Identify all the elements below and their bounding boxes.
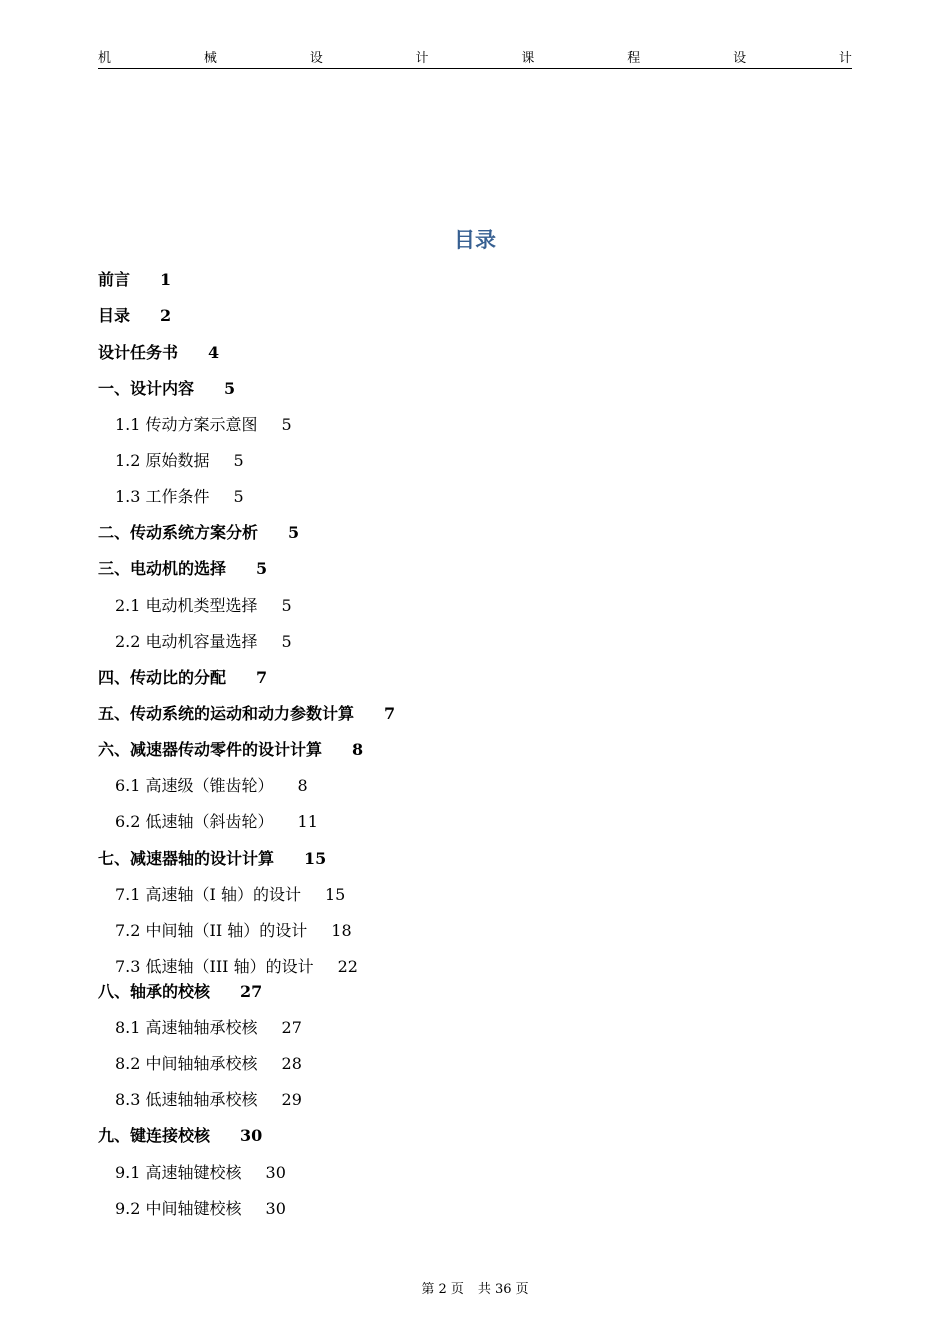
toc-entry-7-2[interactable]: [115, 919, 352, 943]
toc-entry-text: 八、轴承的校核: [98, 982, 211, 1001]
toc-entry-7-3[interactable]: [115, 955, 358, 979]
toc-entry-design-task[interactable]: [98, 341, 219, 365]
header-char: 计: [415, 51, 429, 66]
toc-entry-9-1[interactable]: [115, 1161, 286, 1185]
toc-entry-1-3[interactable]: [115, 485, 244, 509]
toc-entry-text: 8.3 低速轴轴承校核: [115, 1090, 258, 1109]
toc-entry-text: 8.1 高速轴轴承校核: [115, 1018, 258, 1037]
toc-entry-page: 30: [265, 1163, 286, 1182]
toc-entry-section-7[interactable]: [98, 847, 326, 871]
toc-entry-section-1[interactable]: [98, 377, 235, 401]
toc-entry-text: 1.2 原始数据: [115, 451, 210, 470]
page-number: 第 2 页: [421, 1282, 464, 1297]
toc-entry-page: 29: [281, 1090, 302, 1109]
toc-entry-section-9[interactable]: [98, 1124, 262, 1148]
toc-entry-9-2[interactable]: [115, 1197, 286, 1221]
toc-entry-page: 7: [256, 668, 268, 687]
toc-entry-section-6[interactable]: [98, 738, 363, 762]
toc-entry-text: 三、电动机的选择: [98, 559, 227, 578]
toc-entry-preface[interactable]: [98, 268, 171, 292]
toc-entry-2-2[interactable]: [115, 630, 292, 654]
header-char: 程: [627, 51, 641, 66]
toc-entry-text: 五、传动系统的运动和动力参数计算: [98, 704, 355, 723]
toc-entry-section-2[interactable]: [98, 521, 299, 545]
toc-entry-6-1[interactable]: [115, 774, 308, 798]
header-char: 机: [98, 51, 112, 66]
running-header: [98, 50, 852, 69]
toc-entry-8-1[interactable]: [115, 1016, 302, 1040]
toc-entry-text: 6.2 低速轴（斜齿轮）: [115, 812, 274, 831]
toc-entry-page: 5: [281, 596, 292, 615]
toc-entry-section-5[interactable]: [98, 702, 395, 726]
toc-entry-page: 4: [208, 343, 220, 362]
toc-entry-text: 6.1 高速级（锥齿轮）: [115, 776, 274, 795]
header-char: 计: [838, 51, 852, 66]
toc-entry-page: 2: [160, 306, 172, 325]
toc-entry-text: 设计任务书: [98, 343, 179, 362]
toc-entry-page: 8: [297, 776, 308, 795]
header-char: 设: [733, 51, 747, 66]
toc-entry-section-3[interactable]: [98, 557, 267, 581]
header-char: 械: [203, 51, 217, 66]
toc-entry-page: 30: [240, 1126, 263, 1145]
toc-title: 目录: [454, 227, 496, 252]
toc-entry-page: 5: [281, 632, 292, 651]
toc-entry-page: 8: [352, 740, 364, 759]
toc-entry-page: 1: [160, 270, 172, 289]
toc-entry-text: 七、减速器轴的设计计算: [98, 849, 275, 868]
toc-entry-1-2[interactable]: [115, 449, 244, 473]
toc-entry-text: 2.2 电动机容量选择: [115, 632, 258, 651]
toc-entry-text: 二、传动系统方案分析: [98, 523, 259, 542]
toc-entry-text: 九、键连接校核: [98, 1126, 211, 1145]
toc-entry-text: 目录: [98, 306, 131, 325]
toc-entry-text: 四、传动比的分配: [98, 668, 227, 687]
toc-entry-1-1[interactable]: [115, 413, 292, 437]
toc-entry-page: 7: [384, 704, 396, 723]
toc-entry-page: 5: [256, 559, 268, 578]
toc-entry-7-1[interactable]: [115, 883, 345, 907]
toc-entry-2-1[interactable]: [115, 594, 292, 618]
toc-entry-page: 5: [288, 523, 300, 542]
toc-entry-page: 27: [281, 1018, 302, 1037]
toc-entry-text: 9.2 中间轴键校核: [115, 1199, 242, 1218]
toc-entry-8-3[interactable]: [115, 1088, 302, 1112]
toc-entry-page: 28: [281, 1054, 302, 1073]
toc-entry-text: 1.3 工作条件: [115, 487, 210, 506]
header-char: 设: [309, 51, 323, 66]
toc-entry-text: 7.1 高速轴（I 轴）的设计: [115, 885, 301, 904]
toc-entry-page: 30: [265, 1199, 286, 1218]
toc-entry-text: 前言: [98, 270, 131, 289]
toc-entry-section-8[interactable]: [98, 980, 262, 1004]
page-total: 共 36 页: [477, 1282, 529, 1297]
toc-entry-page: 5: [281, 415, 292, 434]
toc-entry-page: 15: [304, 849, 327, 868]
toc-entry-page: 11: [297, 812, 318, 831]
toc-entry-page: 5: [224, 379, 236, 398]
toc-entry-6-2[interactable]: [115, 810, 318, 834]
toc-entry-text: 1.1 传动方案示意图: [115, 415, 258, 434]
toc-entry-text: 六、减速器传动零件的设计计算: [98, 740, 323, 759]
toc-entry-page: 5: [233, 487, 244, 506]
toc-entry-text: 7.2 中间轴（II 轴）的设计: [115, 921, 308, 940]
toc-entry-page: 5: [233, 451, 244, 470]
toc-entry-page: 18: [331, 921, 352, 940]
header-char: 课: [521, 51, 535, 66]
toc-entry-contents[interactable]: [98, 304, 171, 328]
toc-entry-page: 22: [337, 957, 358, 976]
toc-entry-text: 8.2 中间轴轴承校核: [115, 1054, 258, 1073]
toc-entry-page: 27: [240, 982, 263, 1001]
page-footer: [0, 1280, 950, 1300]
toc-entry-page: 15: [324, 885, 346, 904]
toc-entry-text: 7.3 低速轴（III 轴）的设计: [115, 957, 314, 976]
toc-entry-section-4[interactable]: [98, 666, 267, 690]
toc-entry-text: 一、设计内容: [98, 379, 195, 398]
toc-entry-text: 2.1 电动机类型选择: [115, 596, 258, 615]
toc-entry-8-2[interactable]: [115, 1052, 302, 1076]
toc-entry-text: 9.1 高速轴键校核: [115, 1163, 242, 1182]
